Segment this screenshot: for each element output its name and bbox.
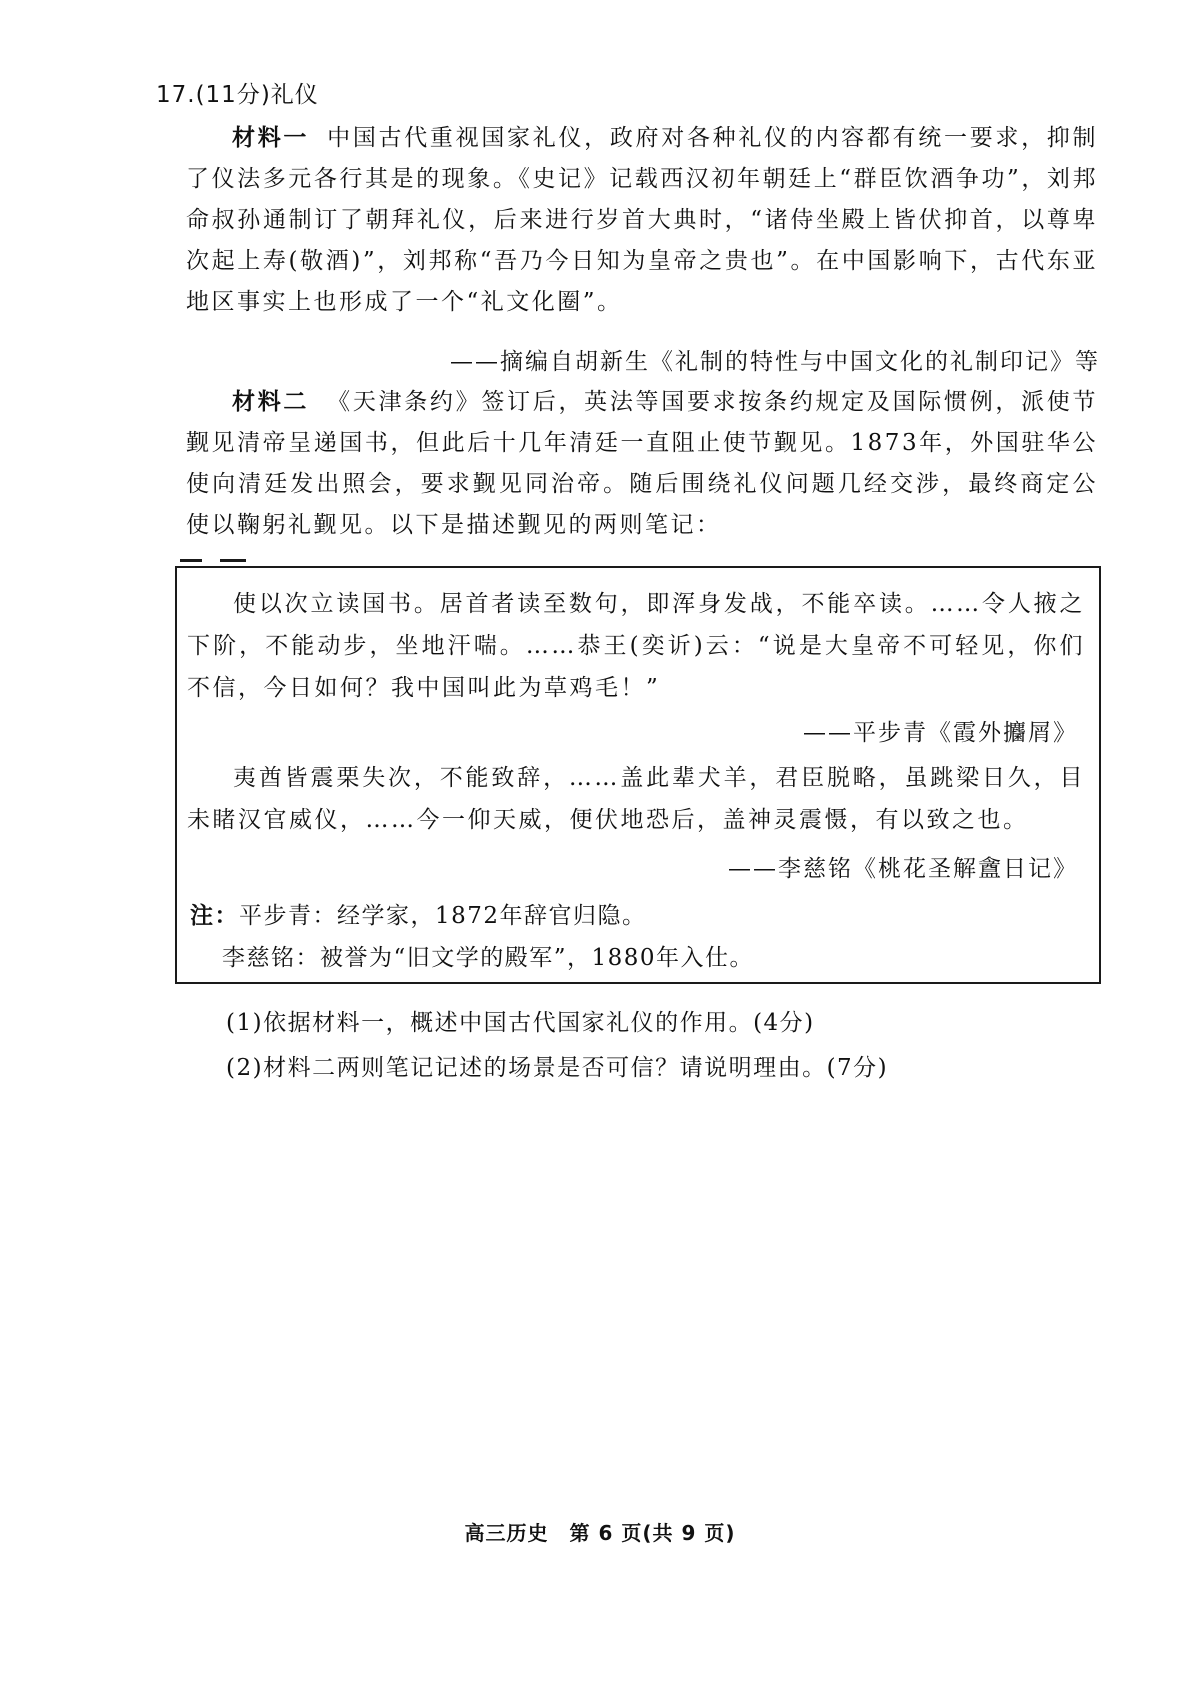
note-one-text: 使以次立读国书。居首者读至数句，即浑身发战，不能卒读。……令人掖之下阶，不能动步，坐地汗喘。……恭王(奕䜣)云：“说是大皇帝不可轻见，你们不信，今日如何？我中国叫此为草鸡毛！” <box>187 591 1085 701</box>
material-two-text: 《天津条约》签订后，英法等国要求按条约规定及国际惯例，派使节觐见清帝呈递国书，但此后十几年清廷一直阻止使节觐见。1873年，外国驻华公使向清廷发出照会，要求觐见同治帝。随后围绕礼仪问题几经交涉，最终商定公使以鞠躬礼觐见。以下是描述觐见的两则笔记： <box>186 389 1098 538</box>
material-two-label: 材料二 <box>232 389 310 415</box>
material-one-text: 中国古代重视国家礼仪，政府对各种礼仪的内容都有统一要求，抑制了仪法多元各行其是的现象。《史记》记载西汉初年朝廷上“群臣饮酒争功”，刘邦命叔孙通制订了朝拜礼仪，后来进行岁首大典时，“诸侍坐殿上皆伏抑首，以尊卑次起上寿(敬酒)”，刘邦称“吾乃今日知为皇帝之贵也”。在中国影响下，古代东亚地区事实上也形成了一个“礼文化圈”。 <box>186 125 1098 315</box>
note-one-source: ——平步青《霞外攟屑》 <box>803 720 1078 746</box>
material-one-source: ——摘编自胡新生《礼制的特性与中国文化的礼制印记》等 <box>450 349 1100 375</box>
annotation-line-two: 李慈铭：被誉为“旧文学的殿军”，1880年入仕。 <box>222 945 755 971</box>
annotation-text-one: 平步青：经学家，1872年辞官归隐。 <box>239 903 647 929</box>
note-two-text: 夷酋皆震栗失次，不能致辞，……盖此辈犬羊，君臣脱略，虽跳梁日久，目未睹汉官威仪，……今一仰天威，便伏地恐后，盖神灵震慑，有以致之也。 <box>187 765 1085 833</box>
annotation-label: 注： <box>190 903 239 929</box>
sub-question-2: (2)材料二两则笔记记述的场景是否可信？请说明理由。(7分) <box>226 1055 889 1081</box>
material-one-label: 材料一 <box>232 125 310 151</box>
annotation-line-one <box>190 897 647 930</box>
material-one <box>186 118 1098 323</box>
note-two-source: ——李慈铭《桃花圣解盦日记》 <box>728 856 1078 882</box>
sub-question-1: (1)依据材料一，概述中国古代国家礼仪的作用。(4分) <box>226 1010 815 1036</box>
page-footer: 高三历史 第 6 页(共 9 页) <box>464 1521 736 1545</box>
question-title: 17.(11分)礼仪 <box>156 82 319 108</box>
material-two <box>186 382 1098 546</box>
box-corner-mark <box>180 559 250 563</box>
